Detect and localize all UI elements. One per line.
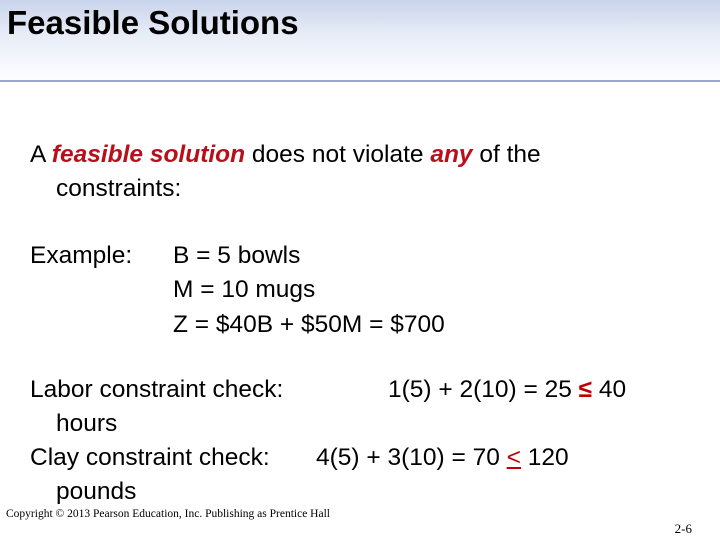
definition-emphasis: any <box>430 141 473 168</box>
definition-middle: does not violate <box>245 141 431 168</box>
clay-unit: pounds <box>56 478 137 505</box>
clay-check-label: Clay constraint check: <box>30 444 270 471</box>
labor-check-expression <box>388 378 626 403</box>
title-divider <box>0 80 720 82</box>
example-label: Example: <box>30 242 133 269</box>
labor-unit: hours <box>56 410 118 437</box>
definition-term: feasible solution <box>51 141 246 168</box>
labor-expr: 1(5) + 2(10) = 25 <box>388 376 579 403</box>
clay-lte-symbol: < <box>506 444 521 471</box>
definition-suffix: of the <box>472 141 541 168</box>
example-line-b: B = 5 bowls <box>173 242 301 269</box>
clay-expr: 4(5) + 3(10) = 70 <box>316 444 507 471</box>
clay-rhs: 120 <box>520 444 569 471</box>
labor-lte-symbol: ≤ <box>578 376 593 403</box>
definition-prefix: A <box>30 141 52 168</box>
labor-check-label: Labor constraint check: <box>30 376 284 403</box>
definition-line-1 <box>30 143 541 168</box>
example-line-z: Z = $40B + $50M = $700 <box>173 311 445 338</box>
slide-number: 2-6 <box>674 521 692 536</box>
definition-line-2: constraints: <box>56 175 182 202</box>
slide-title: Feasible Solutions <box>7 4 299 41</box>
labor-rhs: 40 <box>592 376 627 403</box>
example-line-m: M = 10 mugs <box>173 276 316 303</box>
clay-check-expression <box>316 446 569 471</box>
copyright-notice: Copyright © 2013 Pearson Education, Inc. Publishing as Prentice Hall <box>6 508 330 520</box>
